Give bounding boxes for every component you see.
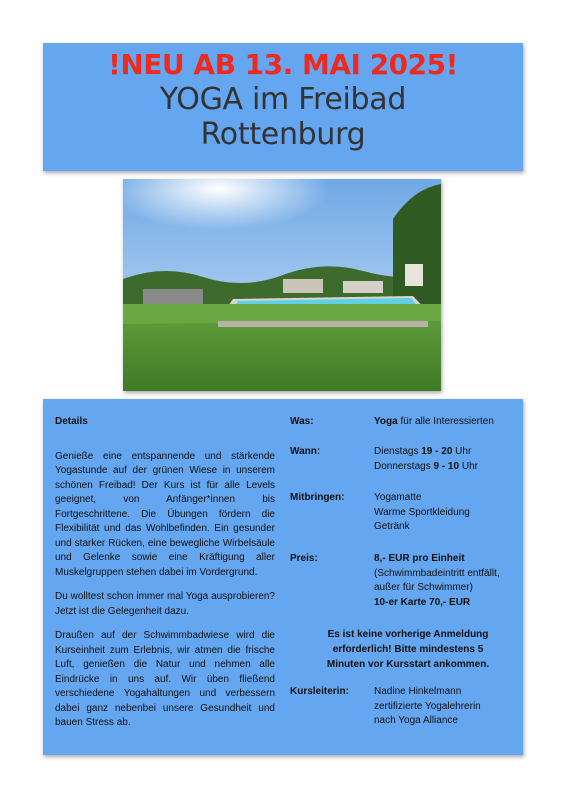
details-paragraph-1: Genieße eine entspannende und stärkende Yogastunde auf der grünen Wiese in unserem schönen Freibad! Der Kurs ist für alle Levels geeignet, von Anfänger*innen bis Fortgeschrittene. Die Übungen fördern die Flexibilität und das Wohlbefinden. Ein gesunder und starker Rücken, eine bewegliche Wirbelsäule und Gelenke sowie eine Kräftigung aller Muskelgruppen stehen dabei im Vordergrund. xyxy=(55,450,275,578)
registration-notice xyxy=(303,627,513,672)
wann-label: Wann: xyxy=(290,446,321,457)
title-line-1: YOGA im Freibad xyxy=(159,82,407,117)
kursleiterin-line: nach Yoga Alliance xyxy=(374,715,458,726)
kursleiterin-label: Kursleiterin: xyxy=(290,686,349,697)
freibad-photo-illustration xyxy=(123,179,441,391)
wann-unit-1: Uhr xyxy=(452,446,472,457)
kursleiterin-line: zertifizierte Yogalehrerin xyxy=(374,700,481,712)
notice-line: erforderlich! Bitte mindestens 5 xyxy=(332,644,484,655)
details-heading: Details xyxy=(55,416,88,427)
wann-day-2: Donnerstags xyxy=(374,460,434,472)
details-paragraph-2: Du wolltest schon immer mal Yoga ausprobieren? Jetzt ist die Gelegenheit dazu. xyxy=(55,591,275,617)
announcement-headline: !NEU AB 13. MAI 2025! xyxy=(108,48,458,81)
was-bold: Yoga xyxy=(374,416,398,427)
wann-time-1: 19 - 20 xyxy=(421,446,453,457)
mitbringen-item: Yogamatte xyxy=(374,492,422,503)
mitbringen-item: Warme Sportkleidung xyxy=(374,506,470,518)
details-paragraph-3: Draußen auf der Schwimmbadwiese wird die Kurseinheit zum Erlebnis, wir atmen die frische Luft, genießen die Natur und nehmen alle Eindrücke in uns auf. Wir üben fließend verschiedene Yogahaltungen und verbessern dabei ganz nebenbei unsere Gesundheit und bauen Stress ab. xyxy=(55,630,275,728)
wann-unit-2: Uhr xyxy=(459,460,478,472)
title-line-2: Rottenburg xyxy=(200,117,366,152)
preis-line-4: 10-er Karte 70,- EUR xyxy=(374,596,471,608)
wann-day-1: Dienstags xyxy=(374,446,422,457)
freibad-photo xyxy=(123,179,441,391)
wann-time-2: 9 - 10 xyxy=(433,460,460,472)
was-rest: für alle Interessierten xyxy=(397,416,494,427)
header-banner xyxy=(43,43,523,171)
preis-line-2: (Schwimmbadeintritt entfällt, xyxy=(374,567,500,579)
info-panel xyxy=(43,399,523,755)
mitbringen-item: Getränk xyxy=(374,521,410,532)
preis-label: Preis: xyxy=(290,553,318,564)
preis-line-3: außer für Schwimmer) xyxy=(374,582,473,593)
mitbringen-label: Mitbringen: xyxy=(290,492,345,503)
details-column xyxy=(55,415,275,741)
was-label: Was: xyxy=(290,416,314,427)
kursleiterin-line: Nadine Hinkelmann xyxy=(374,686,462,697)
preis-line-1: 8,- EUR pro Einheit xyxy=(374,553,465,564)
notice-line: Es ist keine vorherige Anmeldung xyxy=(327,629,489,640)
notice-line: Minuten vor Kursstart ankommen. xyxy=(326,659,490,670)
